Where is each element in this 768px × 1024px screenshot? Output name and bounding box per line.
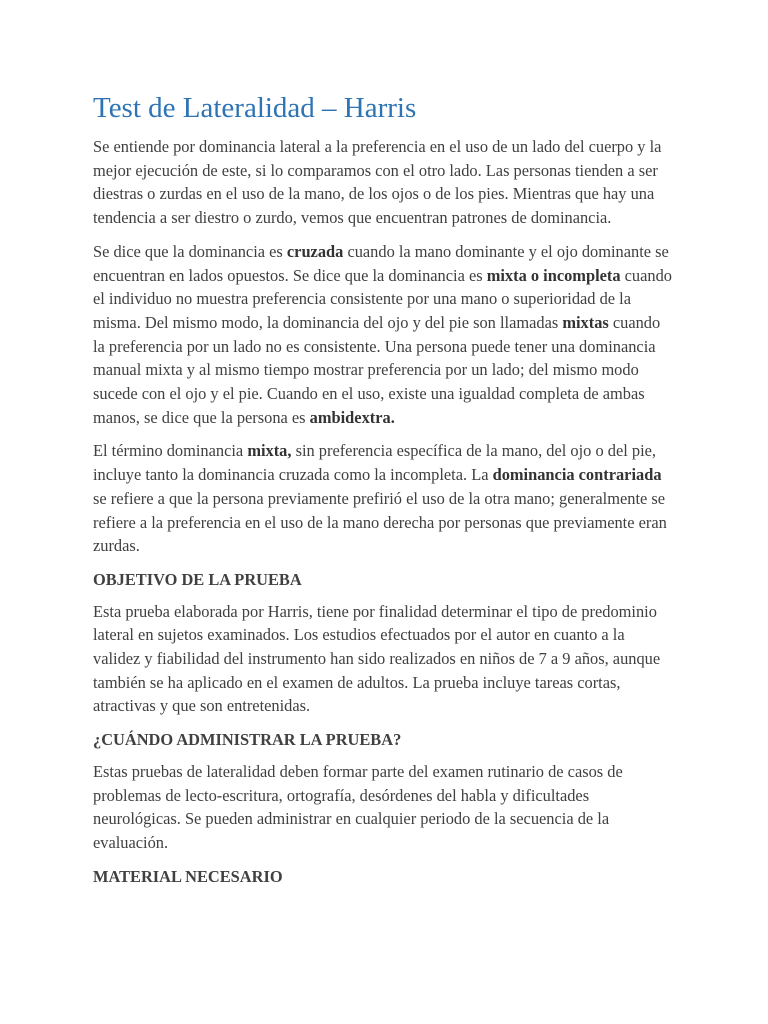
term-mixtas: mixtas xyxy=(562,312,609,332)
term-dominancia-contrariada: dominancia contrariada xyxy=(492,465,662,485)
document-title: Test de Lateralidad – Harris xyxy=(93,92,417,124)
term-cruzada: cruzada xyxy=(286,241,344,261)
text-run: cuando la mano dominante y el ojo dominante se encuentran en lados opuestos. Se dice que la dominancia es xyxy=(93,241,669,285)
text-run: Se dice que la dominancia es xyxy=(93,241,287,261)
text-run: El término dominancia xyxy=(93,441,248,461)
heading-material: MATERIAL NECESARIO xyxy=(93,866,283,886)
heading-objetivo: OBJETIVO DE LA PRUEBA xyxy=(93,569,302,589)
paragraph-dominance-types xyxy=(93,240,676,430)
paragraph-cuando: Estas pruebas de lateralidad deben formar parte del examen rutinario de casos de problemas de lecto-escritura, ortografía, desórdenes del habla y dificultades neurológicas. Se pueden administrar en cualquier periodo de la secuencia de la evaluación. xyxy=(93,761,623,852)
term-mixta: mixta, xyxy=(247,441,292,461)
text-run: cuando el individuo no muestra preferencia consistente por una mano o superioridad de la misma. Del mismo modo, la dominancia del ojo y del pie son llamadas xyxy=(93,265,672,332)
paragraph-intro: Se entiende por dominancia lateral a la preferencia en el uso de un lado del cuerpo y la mejor ejecución de este, si lo comparamos con el otro lado. Las personas tienden a ser diestras o zurdas en el uso de la mano, de los ojos o de los pies. Mientras que hay una tendencia a ser diestro o zurdo, vemos que encuentran patrones de dominancia. xyxy=(93,137,662,228)
paragraph-objetivo: Esta prueba elaborada por Harris, tiene por finalidad determinar el tipo de predominio lateral en sujetos examinados. Los estudios efectuados por el autor en cuanto a la validez y fiabilidad del instrumento han sido realizados en niños de 7 a 9 años, aunque también se ha aplicado en el examen de adultos. La prueba incluye tareas cortas, atractivas y que son entretenidas. xyxy=(93,601,661,716)
heading-cuando: ¿CUÁNDO ADMINISTRAR LA PRUEBA? xyxy=(93,730,402,750)
term-mixta-incompleta: mixta o incompleta xyxy=(486,265,621,285)
term-ambidextra: ambidextra. xyxy=(309,407,395,427)
paragraph-mixed-dominance xyxy=(93,439,676,558)
text-run: se refiere a que la persona previamente prefirió el uso de la otra mano; generalmente se refiere a la preferencia en el uso de la mano derecha por personas que previamente eran zurdas. xyxy=(93,488,667,556)
text-run: sin preferencia específica de la mano, del ojo o del pie, incluye tanto la dominancia cruzada como la incompleta. La xyxy=(93,441,657,485)
text-run: cuando la preferencia por un lado no es consistente. Una persona puede tener una dominancia manual mixta y al mismo tiempo mostrar preferencia por un lado; del mismo modo sucede con el ojo y el pie. Cuando en el uso, existe una igualdad completa de ambas manos, se dice que la persona es xyxy=(93,312,661,427)
